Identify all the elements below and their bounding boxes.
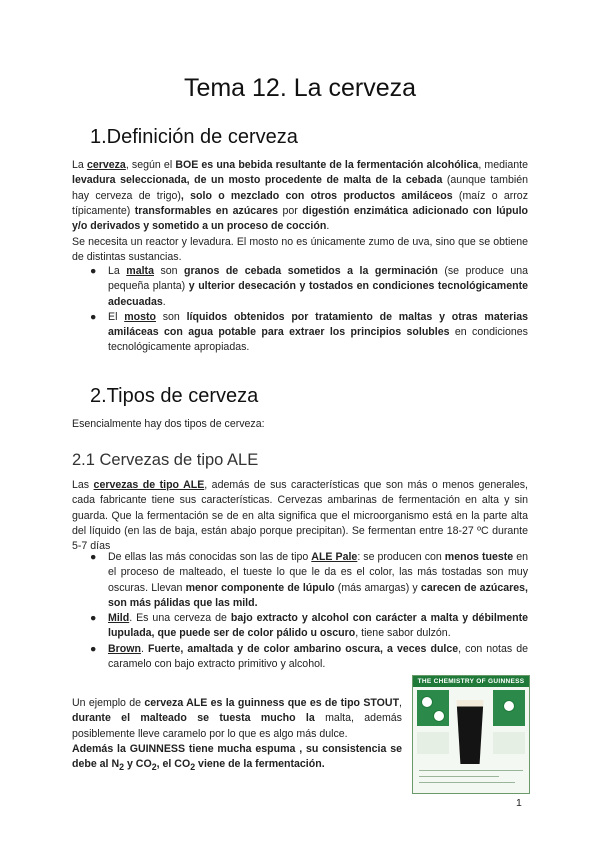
list-item-ale-pale: ● De ellas las más conocidas son las de tipo ALE Pale: se producen con menos tueste en el proceso de malteado, el tueste lo que le da es el color, las más tostadas son muy oscuras. Llevan menor componente de lúpulo (más amargas) y carecen de azúcares, son más pálidas que las mild.: [90, 551, 528, 609]
list-item-malta: ● La malta son granos de cebada sometidos a la germinación (se produce una pequeña planta) y ulterior desecación y tostados en condiciones tecnológicamente adecuadas.: [90, 265, 529, 308]
reactor-paragraph: Se necesita un reactor y levadura. El mosto no es únicamente zumo de uva, sino que se obtiene de distintas sustancias.: [72, 236, 528, 264]
infographic-panel-right-bottom: [493, 732, 525, 754]
infographic-molecule-icon: [421, 696, 433, 708]
infographic-panel-left-bottom: [417, 732, 449, 754]
page-title: Tema 12. La cerveza: [183, 74, 417, 102]
section-1-heading: 1.Definición de cerveza: [90, 126, 298, 148]
subsection-ale-heading: 2.1 Cervezas de tipo ALE: [72, 451, 259, 469]
infographic-divider: [419, 776, 499, 777]
guinness-paragraph: Un ejemplo de cerveza ALE es la guinness que es de tipo STOUT, durante el malteado se tuesta mucho la malta, además posiblemente lleve caramelo por lo que es algo más dulce.: [72, 697, 402, 740]
list-item-brown: ● Brown. Fuerte, amaltada y de color ambarino oscura, a veces dulce, con notas de caramelo con bajo extracto primitivo y alcohol.: [90, 642, 529, 671]
ale-paragraph: Las cervezas de tipo ALE, además de sus características que son más o menos generales, cada fabricante tiene sus características. Cervezas ambarinas de fermentación en alta y sin guarda. Que la fermentación se de en alta significa que el microorganismo está en la parte alta del líquido (en las de baja, están abajo porque precipitan). Se fermentan entre 18-27 ºC durante 5-7 días: [72, 479, 529, 553]
infographic-divider: [419, 770, 523, 771]
guinness-chemistry-infographic: [412, 675, 530, 794]
infographic-divider: [419, 782, 515, 783]
infographic-panel-left: [417, 690, 449, 726]
types-intro: Esencialmente hay dos tipos de cerveza:: [72, 418, 265, 430]
definition-paragraph: La cerveza, según el BOE es una bebida resultante de la fermentación alcohólica, mediante levadura seleccionada, de un mosto procedente de malta de la cebada (aunque también hay cerveza de trigo), solo o mezclado con otros productos amiláceos (maíz o arroz típicamente) transformables en azúcares por digestión enzimática adicionado con lúpulo y/o derivados y sometido a un proceso de cocción.: [72, 159, 529, 233]
guinness-foam-paragraph: Además la GUINNESS tiene mucha espuma , su consistencia se debe al $N_2$ y $CO_2$, el $CO_2$ viene de la fermentación.: [72, 743, 402, 773]
infographic-molecule-icon: [433, 710, 445, 722]
page-number: 1: [516, 797, 522, 809]
ale-list: [90, 550, 528, 672]
infographic-molecule-icon: [503, 700, 515, 712]
pint-glass-icon: [455, 700, 485, 764]
infographic-title: THE CHEMISTRY OF GUINNESS: [413, 676, 529, 687]
list-item-mild: ● Mild. Es una cerveza de bajo extracto y alcohol con carácter a malta y débilmente lupulada, que puede ser de color pálido u oscuro, tiene sabor dulzón.: [90, 612, 529, 640]
section-2-heading: 2.Tipos de cerveza: [90, 385, 259, 407]
list-item-mosto: ● El mosto son líquidos obtenidos por tratamiento de maltas y otras materias amiláceas con agua potable para extraer los principios solubles en condiciones tecnológicamente apropiadas.: [90, 310, 528, 354]
definition-list: [90, 264, 528, 356]
